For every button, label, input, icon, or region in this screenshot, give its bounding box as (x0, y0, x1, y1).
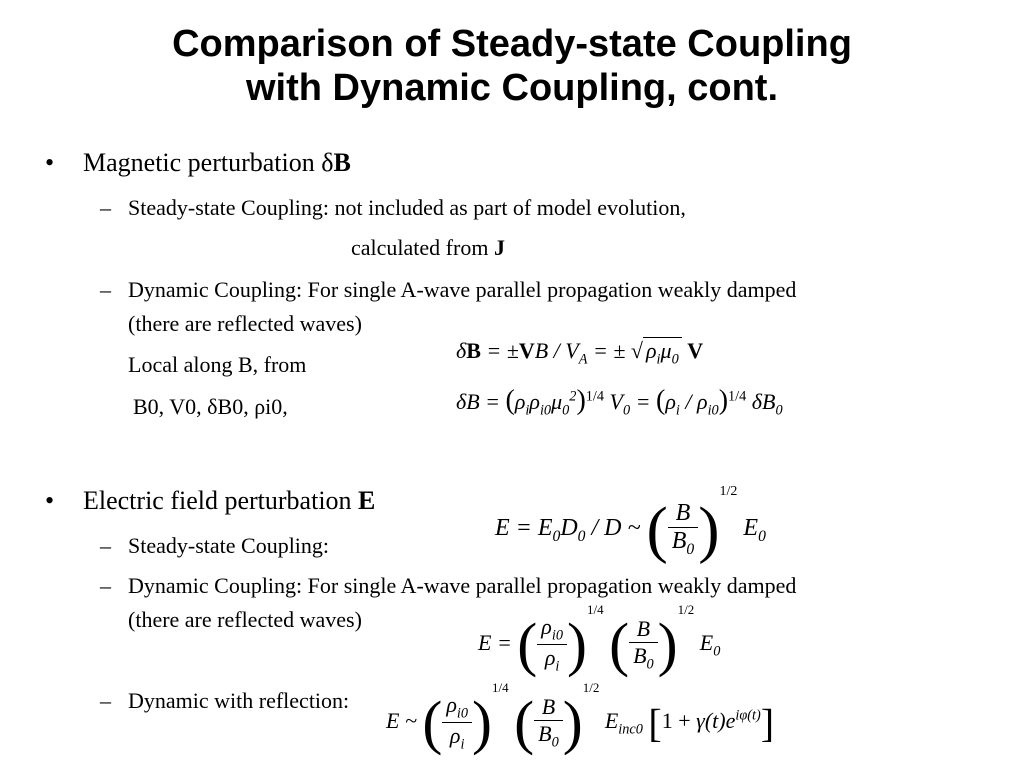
dash-marker: – (100, 195, 111, 220)
title-line-2: with Dynamic Coupling, cont. (246, 67, 778, 109)
bullet-electric (83, 486, 375, 516)
bullet-electric-label: Electric field perturbation (83, 486, 359, 515)
dash-marker: – (100, 533, 111, 558)
sub-steady-electric: Steady-state Coupling: (128, 533, 330, 558)
sub-steady-magnetic: Steady-state Coupling: not included as part of model evolution, (128, 195, 686, 220)
sub-steady-magnetic-cont (351, 235, 505, 261)
equation-db-scalar: $\delta B = (\rho_i\rho_{i0}\mu_0^2)^{1/4}$ $V_0 = (\rho_i / \rho_{i0})^{1/4}$ $\delta B_0$ (456, 385, 783, 419)
slide-title (0, 22, 1024, 110)
bullet-dot: • (45, 148, 55, 177)
local-along-b-text: Local along B, from (128, 352, 307, 377)
bullet-electric-bold: E (358, 486, 376, 515)
sub-dynamic-electric-line1: Dynamic Coupling: For single A-wave parallel propagation weakly damped (128, 573, 797, 598)
bullet-magnetic-bold: B (333, 148, 351, 177)
bullet-magnetic-label: Magnetic perturbation δ (83, 148, 334, 177)
sub-dynamic-magnetic-line2: (there are reflected waves) (128, 311, 362, 336)
sub-dynamic-reflection: Dynamic with reflection: (128, 688, 350, 713)
calculated-from-bold: J (493, 235, 505, 260)
initial-variables-text: B0, V0, δB0, ρi0, (133, 394, 288, 419)
bullet-dot: • (45, 486, 55, 515)
sub-dynamic-magnetic-line1: Dynamic Coupling: For single A-wave parallel propagation weakly damped (128, 277, 797, 302)
dash-marker: – (100, 688, 111, 713)
equation-db-vector: $\delta B = \pm VB / V_A$ = ± √ $\rho_i\mu_0$ V (456, 338, 704, 368)
dash-marker: – (100, 573, 111, 598)
sub-dynamic-electric-line2: (there are reflected waves) (128, 607, 362, 632)
title-line-1: Comparison of Steady-state Coupling (172, 23, 852, 65)
equation-e-dynamic: E = ( $\frac{\rho_{i0}}{\rho_i}$ )$^{1/4}$ ( $\frac{B}{B_0}$ )$^{1/2}$ $E_0$ (478, 602, 721, 678)
initial-variables (133, 394, 288, 420)
dash-marker: – (100, 277, 111, 302)
equation-e-reflection: E ~ ( $\frac{\rho_{i0}}{\rho_i}$ )$^{1/4}$ ( $\frac{B}{B_0}$ )$^{1/2}$ $E_{inc0}$ $[1 + \gamma(t)e^{i\varphi(t)}]$ (386, 680, 775, 756)
bullet-magnetic (83, 148, 351, 178)
calculated-from-text: calculated from (351, 235, 494, 260)
equation-e-steady: $E = E_0D_0 / D$ ~ ( $\frac{B}{B_0}$ )$^{1/2}$ $E_0$ (495, 484, 766, 565)
